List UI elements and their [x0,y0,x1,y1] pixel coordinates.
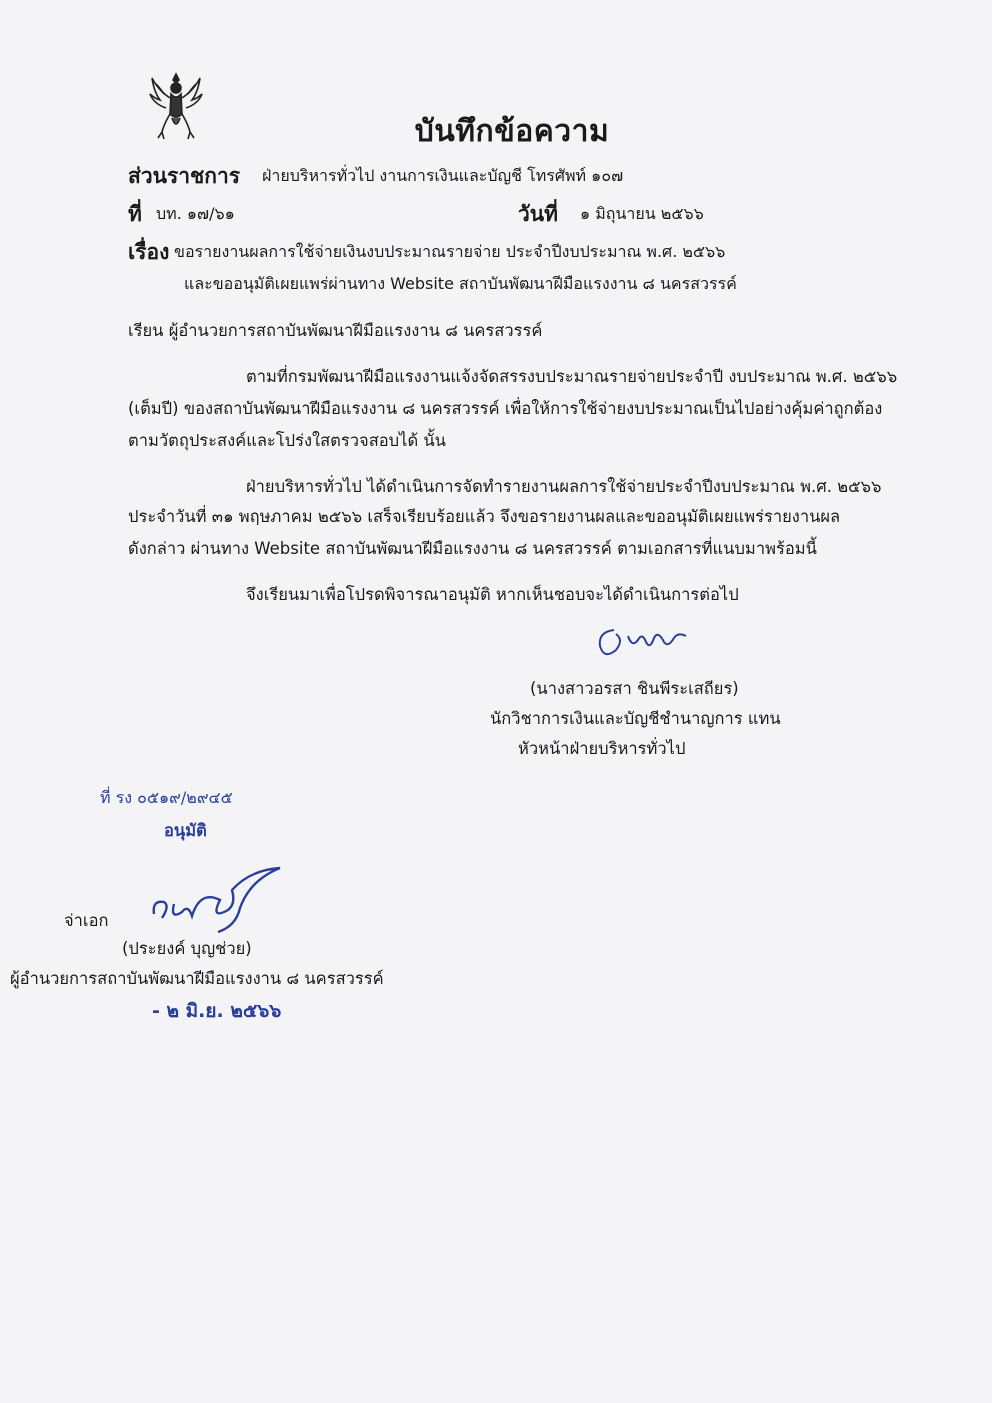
date-value: ๑ มิถุนายน ๒๕๖๖ [580,204,704,223]
subject-label: เรื่อง [128,240,170,264]
signer-name: (นางสาวอรสา ชินพีระเสถียร) [530,679,739,698]
signer-position-1: นักวิชาการเงินและบัญชีชำนาญการ แทน [490,709,781,728]
approver-rank: จ่าเอก [64,911,109,930]
paragraph-2-line-3: ดังกล่าว ผ่านทาง Website สถาบันพัฒนาฝีมือแรงงาน ๘ นครสวรรค์ ตามเอกสารที่แนบมาพร้อมนี้ [128,539,817,558]
approver-name: (ประยงค์ บุญช่วย) [122,939,252,958]
ref-label: ที่ [128,202,142,226]
approval-ref: ที่ รง ๐๕๑๙/๒๙๔๕ [100,788,233,807]
paragraph-2-line-2: ประจำวันที่ ๓๑ พฤษภาคม ๒๕๖๖ เสร็จเรียบร้อยแล้ว จึงขอรายงานผลและขออนุมัติเผยแพร่รายงานผล [128,507,841,526]
ref-value: บท. ๑๗/๖๑ [156,204,235,223]
date-label: วันที่ [518,202,558,226]
paragraph-1-line-3: ตามวัตถุประสงค์และโปร่งใสตรวจสอบได้ นั้น [128,431,446,450]
paragraph-1-line-2: (เต็มปี) ของสถาบันพัฒนาฝีมือแรงงาน ๘ นครสวรรค์ เพื่อให้การใช้จ่ายงบประมาณเป็นไปอย่างคุ้มค่าถูกต้อง [128,399,883,418]
document-title: บันทึกข้อความ [414,114,610,149]
director-signature [140,860,290,936]
subject-line-1: ขอรายงานผลการใช้จ่ายเงินงบประมาณรายจ่าย ประจำปีงบประมาณ พ.ศ. ๒๕๖๖ [174,242,726,261]
closing-line: จึงเรียนมาเพื่อโปรดพิจารณาอนุมัติ หากเห็นชอบจะได้ดำเนินการต่อไป [246,585,739,604]
approver-title: ผู้อำนวยการสถาบันพัฒนาฝีมือแรงงาน ๘ นครสวรรค์ [10,969,384,988]
salutation: เรียน ผู้อำนวยการสถาบันพัฒนาฝีมือแรงงาน ๘ นครสวรรค์ [128,321,543,340]
signer-position-2: หัวหน้าฝ่ายบริหารทั่วไป [518,739,686,758]
approval-status: อนุมัติ [164,821,207,840]
agency-value: ฝ่ายบริหารทั่วไป งานการเงินและบัญชี โทรศัพท์ ๑๐๗ [262,166,624,185]
signer-signature [594,618,694,662]
approval-date-stamp: - ๒ มิ.ย. ๒๕๖๖ [152,1000,282,1022]
subject-line-2: และขออนุมัติเผยแพร่ผ่านทาง Website สถาบันพัฒนาฝีมือแรงงาน ๘ นครสวรรค์ [184,274,737,293]
paragraph-2-line-1: ฝ่ายบริหารทั่วไป ได้ดำเนินการจัดทำรายงานผลการใช้จ่ายประจำปีงบประมาณ พ.ศ. ๒๕๖๖ [246,477,882,496]
agency-label: ส่วนราชการ [128,164,241,188]
paragraph-1-line-1: ตามที่กรมพัฒนาฝีมือแรงงานแจ้งจัดสรรงบประมาณรายจ่ายประจำปี งบประมาณ พ.ศ. ๒๕๖๖ [246,367,898,386]
